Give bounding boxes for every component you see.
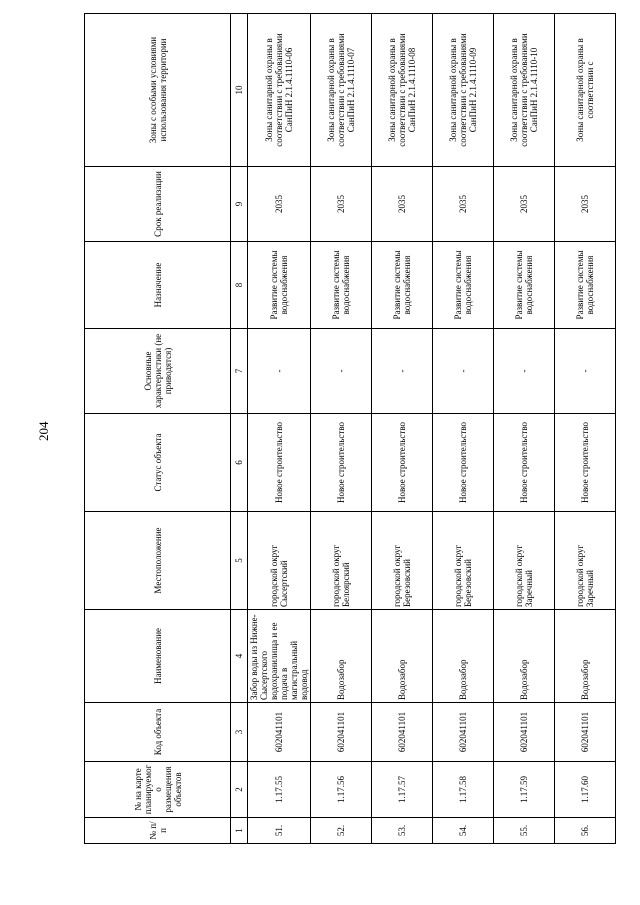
column-number: 9 xyxy=(231,167,248,242)
purpose: Развитие системы водоснабжения xyxy=(372,242,433,329)
row-number: 53. xyxy=(372,818,433,844)
location: городской округ Сысертский xyxy=(248,512,311,610)
row-number: 54. xyxy=(433,818,494,844)
column-number: 10 xyxy=(231,14,248,167)
column-number: 7 xyxy=(231,329,248,414)
deadline: 2035 xyxy=(555,167,616,242)
map-number: 1.17.59 xyxy=(494,762,555,818)
special-zones: Зоны санитарной охраны в соответствии с требованиями СанПиН 2.1.4.1110-08 xyxy=(372,14,433,167)
special-zones: Зоны санитарной охраны в соответствии с требованиями СанПиН 2.1.4.1110-10 xyxy=(494,14,555,167)
table-row xyxy=(248,14,311,844)
column-number: 5 xyxy=(231,512,248,610)
column-header: Местоположение xyxy=(85,512,231,610)
object-code: 602041101 xyxy=(433,703,494,762)
table-row xyxy=(433,14,494,844)
deadline: 2035 xyxy=(494,167,555,242)
special-zones: Зоны санитарной охраны в соответствии с xyxy=(555,14,616,167)
column-header: № на карте планируемого размещения объектов xyxy=(85,762,231,818)
characteristics: - xyxy=(248,329,311,414)
status: Новое строительство xyxy=(311,414,372,512)
status: Новое строительство xyxy=(372,414,433,512)
status: Новое строительство xyxy=(555,414,616,512)
deadline: 2035 xyxy=(433,167,494,242)
column-number: 6 xyxy=(231,414,248,512)
column-number: 4 xyxy=(231,610,248,703)
deadline: 2035 xyxy=(248,167,311,242)
object-code: 602041101 xyxy=(311,703,372,762)
column-header: Статус объекта xyxy=(85,414,231,512)
special-zones: Зоны санитарной охраны в соответствии с требованиями СанПиН 2.1.4.1110-09 xyxy=(433,14,494,167)
characteristics: - xyxy=(555,329,616,414)
table-row xyxy=(494,14,555,844)
object-code: 602041101 xyxy=(494,703,555,762)
object-name: Водозабор xyxy=(494,610,555,703)
column-header: Срок реализации xyxy=(85,167,231,242)
column-header: № п/п xyxy=(85,818,231,844)
characteristics: - xyxy=(372,329,433,414)
column-header: Наименование xyxy=(85,610,231,703)
row-number: 55. xyxy=(494,818,555,844)
column-header: Основные характеристики (не приводятся) xyxy=(85,329,231,414)
purpose: Развитие системы водоснабжения xyxy=(494,242,555,329)
header-row xyxy=(85,14,231,844)
map-number: 1.17.60 xyxy=(555,762,616,818)
characteristics: - xyxy=(494,329,555,414)
deadline: 2035 xyxy=(372,167,433,242)
map-number: 1.17.58 xyxy=(433,762,494,818)
location: городской округ Заречный xyxy=(555,512,616,610)
table-row xyxy=(555,14,616,844)
characteristics: - xyxy=(311,329,372,414)
map-number: 1.17.56 xyxy=(311,762,372,818)
location: городской округ Заречный xyxy=(494,512,555,610)
status: Новое строительство xyxy=(248,414,311,512)
purpose: Развитие системы водоснабжения xyxy=(311,242,372,329)
object-code: 602041101 xyxy=(555,703,616,762)
object-name: Водозабор xyxy=(433,610,494,703)
column-number: 1 xyxy=(231,818,248,844)
special-zones: Зоны санитарной охраны в соответствии с требованиями СанПиН 2.1.4.1110-06 xyxy=(248,14,311,167)
row-number: 52. xyxy=(311,818,372,844)
object-name: Водозабор xyxy=(555,610,616,703)
object-name: Водозабор xyxy=(372,610,433,703)
object-name: Забор воды из Нижне-Сысертского водохранилища и ее подача в магистральный водовод xyxy=(248,610,311,703)
object-code: 602041101 xyxy=(372,703,433,762)
column-header: Назначение xyxy=(85,242,231,329)
special-zones: Зоны санитарной охраны в соответствии с требованиями СанПиН 2.1.4.1110-07 xyxy=(311,14,372,167)
object-name: Водозабор xyxy=(311,610,372,703)
table-row xyxy=(311,14,372,844)
purpose: Развитие системы водоснабжения xyxy=(555,242,616,329)
row-number: 56. xyxy=(555,818,616,844)
purpose: Развитие системы водоснабжения xyxy=(248,242,311,329)
status: Новое строительство xyxy=(494,414,555,512)
location: городской округ Березовский xyxy=(433,512,494,610)
column-number: 8 xyxy=(231,242,248,329)
page-number: 204 xyxy=(36,421,51,441)
column-number: 2 xyxy=(231,762,248,818)
column-header: Код объекта xyxy=(85,703,231,762)
column-number: 3 xyxy=(231,703,248,762)
row-number: 51. xyxy=(248,818,311,844)
deadline: 2035 xyxy=(311,167,372,242)
map-number: 1.17.57 xyxy=(372,762,433,818)
location: городской округ Березовский xyxy=(372,512,433,610)
location: городской округ Белоярский xyxy=(311,512,372,610)
status: Новое строительство xyxy=(433,414,494,512)
object-code: 602041101 xyxy=(248,703,311,762)
table-row xyxy=(372,14,433,844)
purpose: Развитие системы водоснабжения xyxy=(433,242,494,329)
characteristics: - xyxy=(433,329,494,414)
column-header: Зоны с особыми условиями использования территории xyxy=(85,14,231,167)
object-table xyxy=(84,13,616,844)
column-number-row xyxy=(231,14,248,844)
object-table-wrapper xyxy=(84,14,607,844)
map-number: 1.17.55 xyxy=(248,762,311,818)
